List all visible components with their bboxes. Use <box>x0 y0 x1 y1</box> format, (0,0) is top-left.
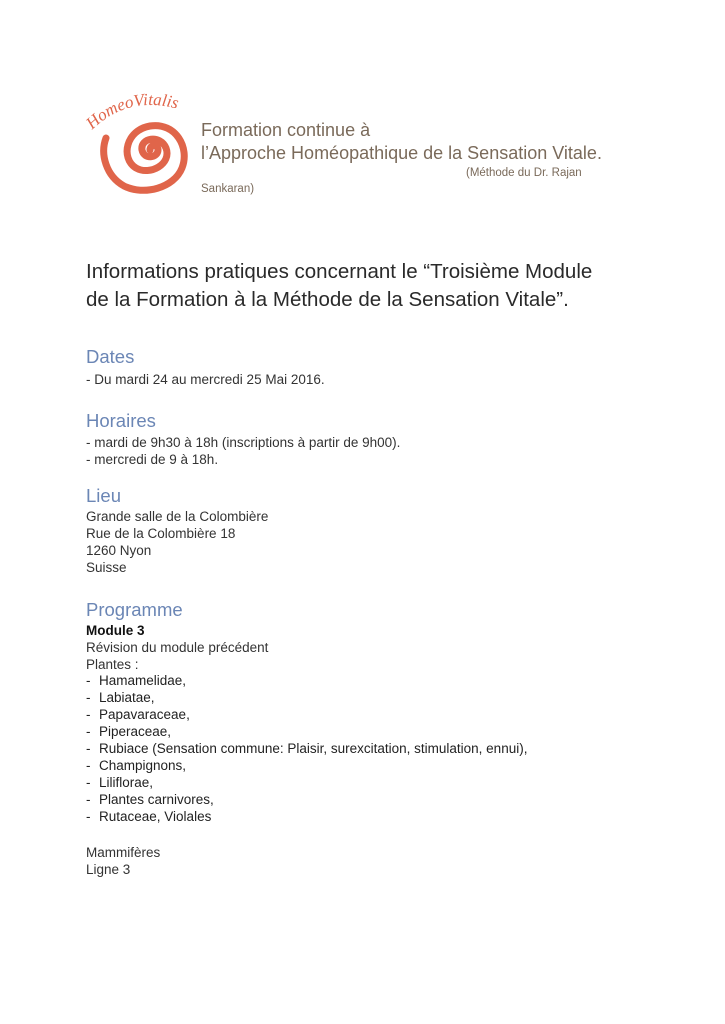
list-item: - Liliflorae, <box>86 775 154 790</box>
list-item: - Hamamelidae, <box>86 673 187 688</box>
lieu-line-4: Suisse <box>86 560 127 575</box>
ligne-label: Ligne 3 <box>86 862 131 877</box>
lieu-line-1: Grande salle de la Colombière <box>86 509 269 524</box>
list-item: - Champignons, <box>86 758 187 773</box>
plantes-list <box>86 672 527 825</box>
horaires-heading: Horaires <box>86 410 156 431</box>
list-item: - Labiatae, <box>86 690 155 705</box>
module-label: Module 3 <box>86 623 145 638</box>
list-item: - Plantes carnivores, <box>86 792 214 807</box>
mammiferes-label: Mammifères <box>86 845 161 860</box>
header-line-2: l’Approche Homéopathique de la Sensation Vitale. <box>201 143 602 163</box>
page-title <box>86 258 686 314</box>
dates-heading: Dates <box>86 346 135 367</box>
list-item: - Piperaceae, <box>86 724 172 739</box>
list-item: - Rutaceae, Violales <box>86 809 212 824</box>
lieu-heading: Lieu <box>86 485 121 506</box>
bullet: - <box>86 792 91 807</box>
list-item: - Rubiace (Sensation commune: Plaisir, surexcitation, stimulation, ennui), <box>86 741 528 756</box>
homeovitalis-logo <box>78 92 203 202</box>
programme-heading: Programme <box>86 599 183 620</box>
revision-text: Révision du module précédent <box>86 640 269 655</box>
bullet: - <box>86 724 91 739</box>
list-item: - Papavaraceae, <box>86 707 190 722</box>
bullet: - <box>86 690 91 705</box>
bullet: - <box>86 741 91 756</box>
bullet: - <box>86 758 91 773</box>
title-line-1: Informations pratiques concernant le “Troisième Module <box>86 260 593 283</box>
spiral-logo-icon <box>78 92 203 202</box>
horaires-line-1: - mardi de 9h30 à 18h (inscriptions à partir de 9h00). <box>86 435 401 450</box>
plantes-label: Plantes : <box>86 657 139 672</box>
header-line-1: Formation continue à <box>201 120 371 140</box>
bullet: - <box>86 673 91 688</box>
bullet: - <box>86 809 91 824</box>
logo-text: HomeoVitalis <box>82 92 181 133</box>
title-line-2: de la Formation à la Méthode de la Sensation Vitale”. <box>86 288 569 311</box>
dates-line-1: - Du mardi 24 au mercredi 25 Mai 2016. <box>86 372 325 387</box>
lieu-line-2: Rue de la Colombière 18 <box>86 526 236 541</box>
horaires-line-2: - mercredi de 9 à 18h. <box>86 452 219 467</box>
bullet: - <box>86 775 91 790</box>
header-line-4: Sankaran) <box>201 183 255 195</box>
lieu-line-3: 1260 Nyon <box>86 543 152 558</box>
header-line-3: (Méthode du Dr. Rajan <box>466 167 582 179</box>
bullet: - <box>86 707 91 722</box>
